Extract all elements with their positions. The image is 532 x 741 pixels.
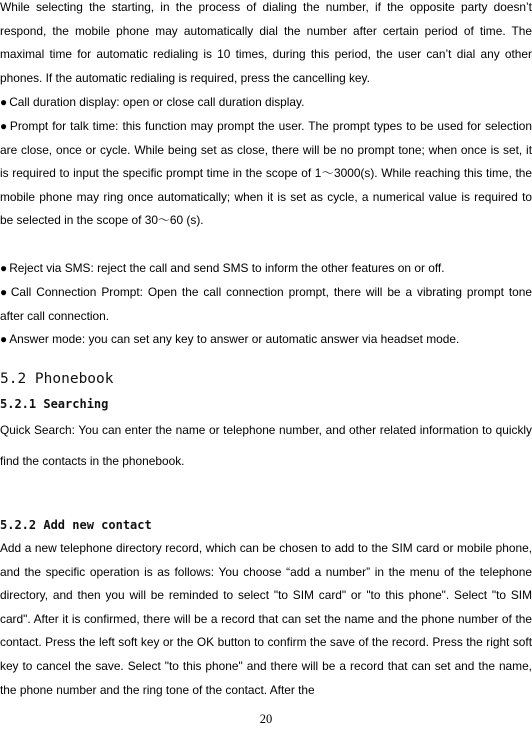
bullet-icon: ● xyxy=(0,332,8,346)
bullet-text: Prompt for talk time: this function may prompt the user. The prompt types to be used for selection are close, once or cycle. While being set as close, there will be no prompt tone; when once is set, it is required to input the specific prompt time in the scope of 1～3000(s). While reaching this time, the mobile phone may ring once automatically; when it is set as cycle, a numerical value is required to be selected in the scope of 30～60 (s). xyxy=(0,119,532,228)
bullet-text: Answer mode: you can set any key to answer or automatic answer via headset mode. xyxy=(9,332,460,346)
bullet-text: Reject via SMS: reject the call and send SMS to inform the other features on or off. xyxy=(9,261,445,275)
bullet-icon: ● xyxy=(0,261,8,275)
bullet-connection-prompt xyxy=(0,281,532,328)
bullet-icon: ● xyxy=(0,285,9,299)
bullet-text: Call Connection Prompt: Open the call connection prompt, there will be a vibrating prompt tone after call connection. xyxy=(0,285,532,323)
bullet-answer-mode xyxy=(0,328,532,352)
paragraph-add-contact: Add a new telephone directory record, which can be chosen to add to the SIM card or mobile phone, and the specific operation is as follows: You choose “add a number” in the menu of the telephone directory, and then you will be reminded to select "to SIM card" or "to this phone". Select "to SIM card". After it is confirmed, there will be a record that can set the name and the phone number of the contact. Press the left soft key or the OK button to confirm the save of the record. Press the right soft key to cancel the save. Select "to this phone" and there will be a record that can set and the name, the phone number and the ring tone of the contact. After the xyxy=(0,541,532,697)
heading-add-new-contact: 5.2.2 Add new contact xyxy=(0,518,152,532)
bullet-icon: ● xyxy=(0,95,8,109)
bullet-call-duration xyxy=(0,91,532,115)
bullet-reject-sms xyxy=(0,257,532,281)
paragraph-quick-search: Quick Search: You can enter the name or telephone number, and other related information to quickly find the contacts in the phonebook. xyxy=(0,423,532,468)
bullet-icon: ● xyxy=(0,119,8,133)
bullet-text: Call duration display: open or close call duration display. xyxy=(9,95,305,109)
page-number: 20 xyxy=(259,712,273,726)
paragraph-redial: While selecting the starting, in the process of dialing the number, if the opposite party doesn’t respond, the mobile phone may automatically dial the number after certain period of time. The maximal time for automatic redialing is 10 times, during this period, the user can’t dial any other phones. If the automatic redialing is required, press the cancelling key. xyxy=(0,0,532,85)
bullet-talk-time xyxy=(0,115,532,233)
heading-phonebook: 5.2 Phonebook xyxy=(0,371,114,387)
heading-searching: 5.2.1 Searching xyxy=(0,397,109,411)
